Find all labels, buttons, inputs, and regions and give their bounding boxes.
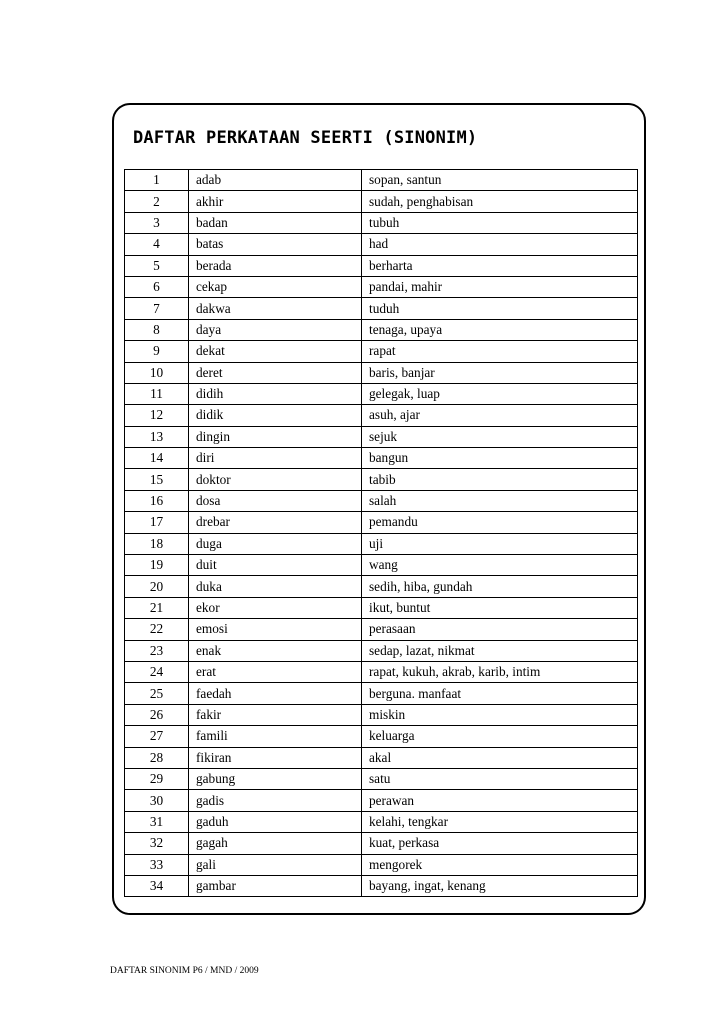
table-row [125,640,638,661]
row-synonym: perasaan [362,619,638,640]
row-synonym: sudah, penghabisan [362,191,638,212]
row-word: didik [189,405,362,426]
row-number: 4 [125,234,189,255]
row-synonym: pemandu [362,512,638,533]
row-word: badan [189,212,362,233]
row-word: famili [189,726,362,747]
row-word: gambar [189,875,362,896]
row-word: deret [189,362,362,383]
table-row [125,298,638,319]
row-synonym: pandai, mahir [362,276,638,297]
row-number: 15 [125,469,189,490]
table-row [125,405,638,426]
table-row [125,319,638,340]
row-synonym: perawan [362,790,638,811]
row-word: adab [189,170,362,191]
row-number: 6 [125,276,189,297]
table-row [125,661,638,682]
row-word: duit [189,555,362,576]
row-synonym: bayang, ingat, kenang [362,875,638,896]
row-word: fikiran [189,747,362,768]
table-row [125,170,638,191]
row-synonym: sedap, lazat, nikmat [362,640,638,661]
row-synonym: rapat, kukuh, akrab, karib, intim [362,661,638,682]
table-row [125,833,638,854]
row-synonym: bangun [362,448,638,469]
row-number: 17 [125,512,189,533]
row-word: duga [189,533,362,554]
row-number: 25 [125,683,189,704]
row-number: 10 [125,362,189,383]
row-number: 33 [125,854,189,875]
row-number: 28 [125,747,189,768]
row-word: doktor [189,469,362,490]
row-number: 30 [125,790,189,811]
table-row [125,512,638,533]
row-word: gabung [189,768,362,789]
table-row [125,726,638,747]
table-row [125,469,638,490]
row-number: 9 [125,341,189,362]
table-row [125,597,638,618]
row-word: gaduh [189,811,362,832]
table-row [125,747,638,768]
table-row [125,341,638,362]
row-number: 22 [125,619,189,640]
table-row [125,768,638,789]
row-synonym: tuduh [362,298,638,319]
row-synonym: kuat, perkasa [362,833,638,854]
row-number: 24 [125,661,189,682]
row-synonym: asuh, ajar [362,405,638,426]
row-number: 20 [125,576,189,597]
table-row [125,383,638,404]
row-word: faedah [189,683,362,704]
row-word: cekap [189,276,362,297]
row-word: akhir [189,191,362,212]
row-word: ekor [189,597,362,618]
row-word: batas [189,234,362,255]
row-word: enak [189,640,362,661]
row-number: 2 [125,191,189,212]
row-synonym: sopan, santun [362,170,638,191]
row-number: 34 [125,875,189,896]
row-synonym: had [362,234,638,255]
table-row [125,234,638,255]
row-number: 8 [125,319,189,340]
row-synonym: keluarga [362,726,638,747]
row-number: 19 [125,555,189,576]
row-number: 12 [125,405,189,426]
table-row [125,191,638,212]
row-word: duka [189,576,362,597]
row-synonym: sejuk [362,426,638,447]
row-word: gali [189,854,362,875]
table-row [125,854,638,875]
row-synonym: berharta [362,255,638,276]
table-row [125,426,638,447]
table-row [125,875,638,896]
table-row [125,811,638,832]
row-synonym: berguna. manfaat [362,683,638,704]
row-number: 31 [125,811,189,832]
row-number: 23 [125,640,189,661]
row-word: dakwa [189,298,362,319]
row-synonym: uji [362,533,638,554]
row-word: didih [189,383,362,404]
row-synonym: tubuh [362,212,638,233]
row-synonym: miskin [362,704,638,725]
row-synonym: satu [362,768,638,789]
row-number: 7 [125,298,189,319]
table-row [125,212,638,233]
synonym-table [124,169,638,897]
table-row [125,255,638,276]
row-synonym: mengorek [362,854,638,875]
table-row [125,362,638,383]
row-word: daya [189,319,362,340]
table-row [125,555,638,576]
row-number: 16 [125,490,189,511]
row-number: 29 [125,768,189,789]
row-word: dekat [189,341,362,362]
row-synonym: tabib [362,469,638,490]
table-row [125,448,638,469]
table-row [125,704,638,725]
row-word: drebar [189,512,362,533]
row-word: erat [189,661,362,682]
row-number: 11 [125,383,189,404]
row-word: emosi [189,619,362,640]
row-word: gagah [189,833,362,854]
table-row [125,533,638,554]
row-word: fakir [189,704,362,725]
row-word: dosa [189,490,362,511]
row-word: diri [189,448,362,469]
row-synonym: gelegak, luap [362,383,638,404]
table-row [125,790,638,811]
table-row [125,619,638,640]
row-synonym: ikut, buntut [362,597,638,618]
row-number: 32 [125,833,189,854]
row-word: gadis [189,790,362,811]
page-title: DAFTAR PERKATAAN SEERTI (SINONIM) [133,128,478,148]
row-number: 21 [125,597,189,618]
row-synonym: wang [362,555,638,576]
row-number: 18 [125,533,189,554]
page-footer: DAFTAR SINONIM P6 / MND / 2009 [110,966,259,976]
row-number: 27 [125,726,189,747]
table-row [125,683,638,704]
row-number: 1 [125,170,189,191]
row-number: 13 [125,426,189,447]
row-synonym: akal [362,747,638,768]
row-synonym: baris, banjar [362,362,638,383]
row-synonym: sedih, hiba, gundah [362,576,638,597]
row-number: 26 [125,704,189,725]
table-row [125,276,638,297]
synonym-table-body [125,170,638,897]
row-synonym: salah [362,490,638,511]
row-synonym: rapat [362,341,638,362]
row-synonym: kelahi, tengkar [362,811,638,832]
table-row [125,490,638,511]
row-word: berada [189,255,362,276]
row-word: dingin [189,426,362,447]
table-row [125,576,638,597]
row-number: 14 [125,448,189,469]
row-number: 3 [125,212,189,233]
row-synonym: tenaga, upaya [362,319,638,340]
row-number: 5 [125,255,189,276]
